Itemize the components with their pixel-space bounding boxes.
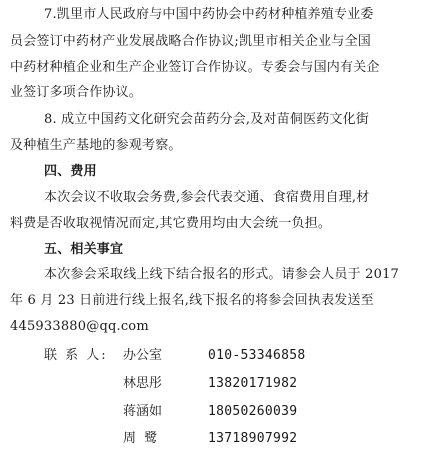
contact-phone-lin: 13820171982 (208, 376, 298, 391)
contact-name-zhou: 周 鹭 (123, 431, 158, 446)
contacts-label: 联 系 人: (44, 348, 108, 363)
item8-line2: 及种植生产基地的参观考察。 (10, 138, 182, 153)
section-heading-fees: 四、费用 (44, 164, 97, 179)
item7-line4: 业签订多项合作协议。 (10, 85, 143, 100)
contact-name-lin: 林思彤 (123, 376, 163, 391)
fees-line1: 本次会议不收取会务费,参会代表交通、食宿费用自理,材 (44, 190, 370, 205)
contact-phone-zhou: 13718907992 (208, 431, 298, 446)
contact-name-jiang: 蒋涵如 (123, 404, 163, 419)
matters-line1: 本次参会采取线上线下结合报名的形式。请参会人员于 2017 (44, 267, 400, 282)
contact-phone-office: 010-53346858 (208, 348, 306, 363)
section-heading-related-matters: 五、相关事宜 (44, 242, 124, 257)
contact-name-office: 办公室 (123, 348, 163, 363)
item7-line1: 7.凯里市人民政府与中国中药协会中药材种植养殖专业委 (44, 7, 374, 22)
matters-line2: 年 6 月 23 日前进行线上报名,线下报名的将参会回执表发送至 (10, 293, 374, 308)
contact-phone-jiang: 18050260039 (208, 404, 298, 419)
item8-line1: 8. 成立中国药文化研究会苗药分会,及对苗侗医药文化街 (44, 112, 370, 127)
fees-line2: 料费是否收取视情况而定,其它费用均由大会统一负担。 (10, 216, 332, 231)
contact-email: 445933880@qq.com (10, 319, 149, 334)
item7-line3: 中药材种植企业和生产企业签订合作协议。专委会与国内有关企 (10, 60, 380, 75)
item7-line2: 员会签订中药材产业发展战略合作协议;凯里市相关企业与全国 (10, 34, 371, 49)
